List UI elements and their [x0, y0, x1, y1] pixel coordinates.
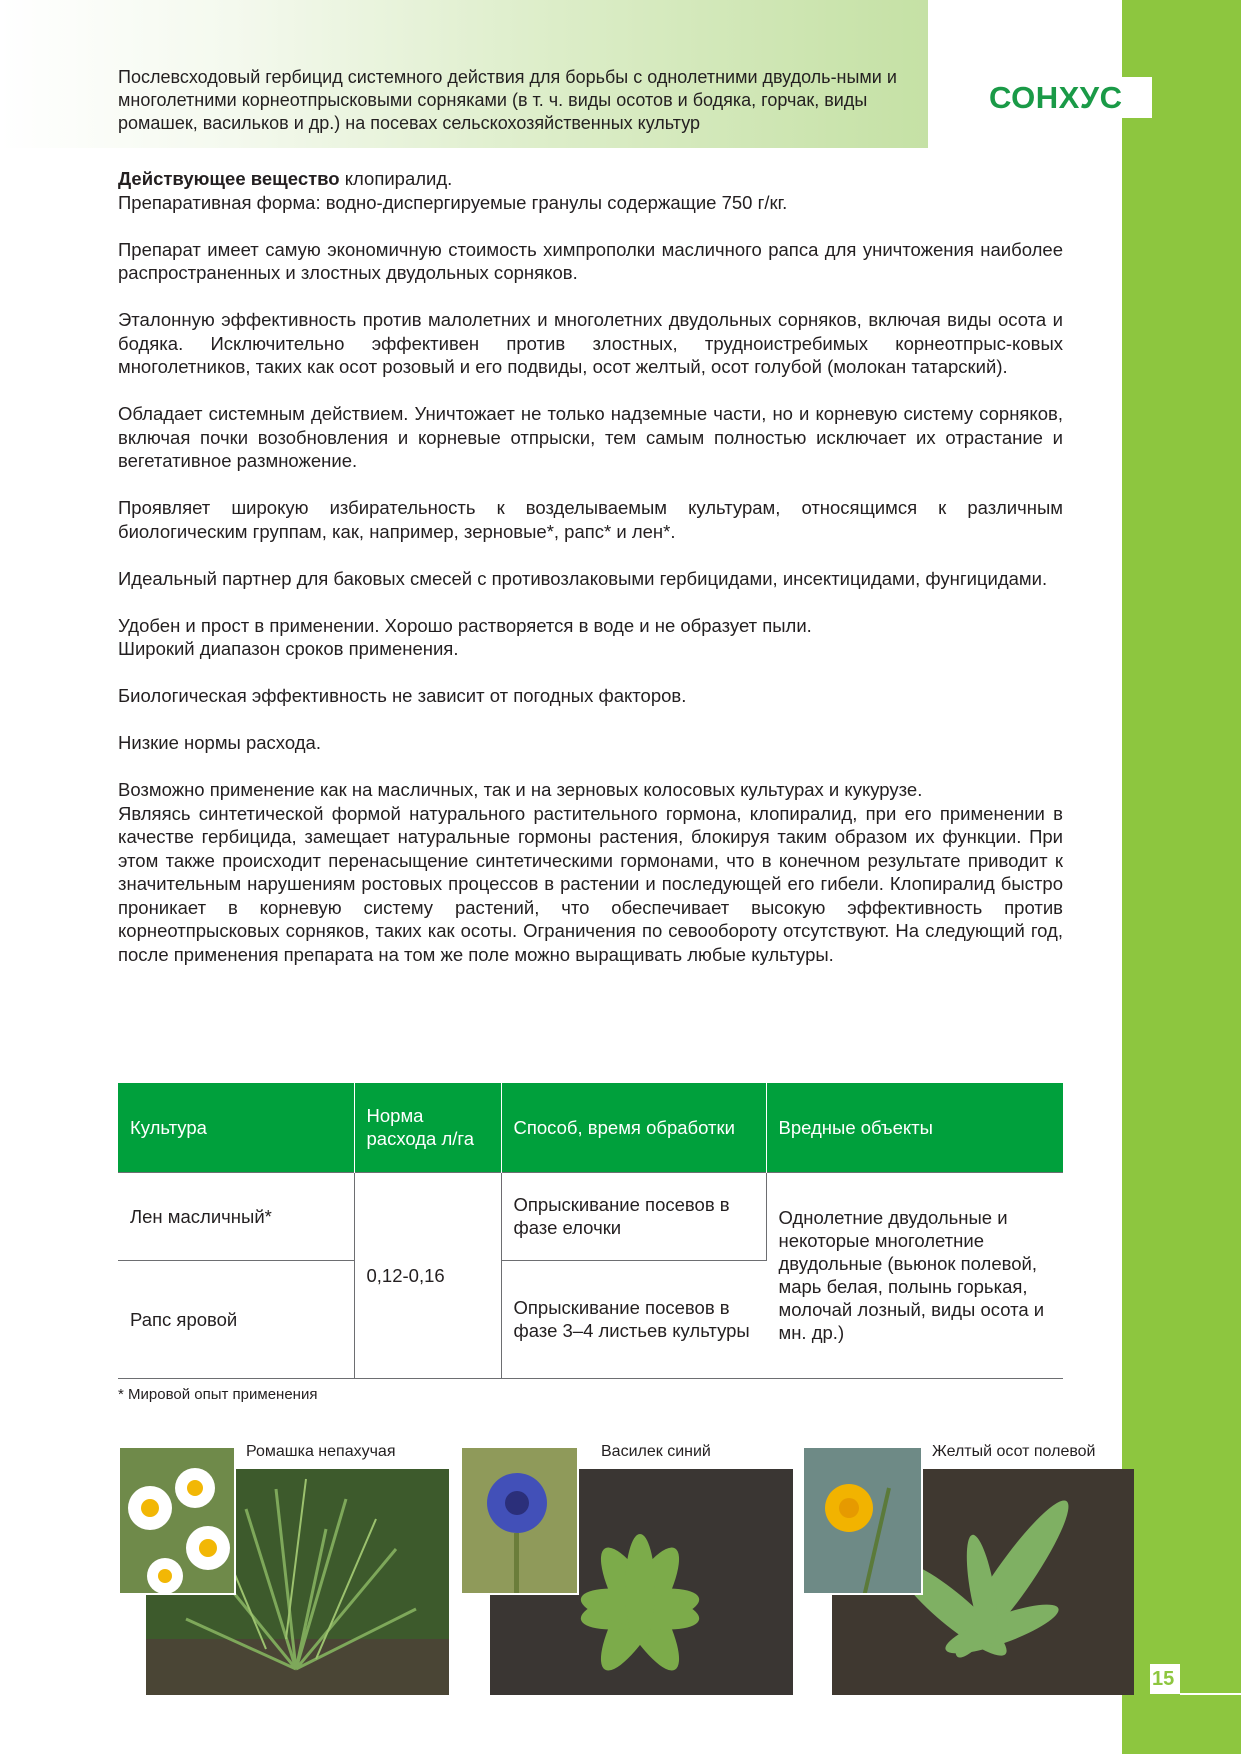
active-ingredient-label: Действующее вещество	[118, 168, 340, 189]
side-color-bar	[1122, 0, 1241, 1754]
sow-thistle-flower-photo	[802, 1446, 923, 1595]
photo-caption: Желтый осот полевой	[932, 1443, 1096, 1460]
cell-method: Опрыскивание посевов в фазе елочки	[501, 1172, 766, 1260]
cell-culture: Лен масличный*	[118, 1172, 354, 1260]
paragraph-mode-of-action: Являясь синтетической формой натурального растительного гормона, клопиралид, при его применении в качестве гербицида, замещает натуральные гормоны растения, блокируя таким образом их функции. При этом также происходит перенасыщение синтетическими гормонами, что в конечном результате приводит к значительным нарушениям ростовых процессов в растении и последующей его гибели. Клопиралид быстро проникает в корневую систему растений, что обеспечивает высокую эффективность против корнеотпрысковых сорняков, таких как осоты. Ограничения по севообороту отсутствуют. На следующий год, после применения препарата на том же поле можно выращивать любые культуры.	[118, 802, 1063, 965]
cell-method: Опрыскивание посевов в фазе 3–4 листьев культуры	[501, 1260, 766, 1378]
cell-culture: Рапс яровой	[118, 1260, 354, 1378]
photo-caption: Ромашка непахучая	[246, 1443, 396, 1460]
table-row	[118, 1172, 1063, 1260]
header-method: Способ, время обработки	[501, 1083, 766, 1172]
header-rate: Норма расхода л/га	[354, 1083, 501, 1172]
product-description: Послевсходовый гербицид системного действия для борьбы с однолетними двудоль-ными и многолетними корнеотпрысковыми сорняками (в т. ч. виды осотов и бодяка, горчак, виды ромашек, васильков и др.) на посевах сельскохозяйственных культур	[118, 67, 897, 133]
footnote: * Мировой опыт применения	[118, 1386, 318, 1403]
paragraph-application-window: Широкий диапазон сроков применения.	[118, 638, 459, 659]
paragraph-cost: Препарат имеет самую экономичную стоимость химпрополки масличного рапса для уничтожения наиболее распространенных и злостных двудольных сорняков.	[118, 238, 1063, 283]
paragraph-weather: Биологическая эффективность не зависит от погодных факторов.	[118, 685, 687, 706]
application-table	[118, 1083, 1063, 1379]
page-number: 15	[1152, 1668, 1175, 1690]
paragraph-crops: Возможно применение как на масличных, так и на зерновых колосовых культурах и кукурузе.	[118, 779, 923, 800]
product-title: СОНХУС	[989, 80, 1123, 115]
formulation-line: Препаративная форма: водно-диспергируемые гранулы содержащие 750 г/кг.	[118, 191, 788, 213]
paragraph-tank-mix: Идеальный партнер для баковых смесей с противозлаковыми гербицидами, инсектицидами, фунгицидами.	[118, 567, 1048, 589]
header-culture: Культура	[118, 1083, 354, 1172]
active-ingredient-line	[118, 167, 1063, 191]
cornflower-flower-photo	[460, 1446, 579, 1595]
paragraph-ease-of-use: Удобен и прост в применении. Хорошо растворяется в воде и не образует пыли.	[118, 614, 812, 636]
table-header-row	[118, 1083, 1063, 1172]
main-text	[118, 167, 1063, 966]
cell-rate: 0,12-0,16	[354, 1172, 501, 1378]
page-number-rule	[1180, 1693, 1241, 1695]
cell-pests: Однолетние двудольные и некоторые многолетние двудольные (вьюнок полевой, марь белая, полынь горькая, молочай лозный, виды осота и мн. др.)	[766, 1172, 1063, 1378]
paragraph-selectivity: Проявляет широкую избирательность к возделываемым культурам, относящимся к различным биологическим группам, как, например, зерновые*, рапс* и лен*.	[118, 497, 1063, 542]
paragraph-systemic: Обладает системным действием. Уничтожает не только надземные части, но и корневую систему сорняков, включая почки возобновления и корневые отпрыски, тем самым полностью исключает их отрастание и вегетативное размножение.	[118, 403, 1063, 471]
paragraph-low-rates: Низкие нормы расхода.	[118, 732, 321, 753]
photo-caption: Василек синий	[601, 1443, 711, 1460]
header-pests: Вредные объекты	[766, 1083, 1063, 1172]
chamomile-flower-photo	[118, 1446, 236, 1595]
active-ingredient-value: клопиралид.	[339, 168, 453, 189]
paragraph-efficacy: Эталонную эффективность против малолетних и многолетних двудольных сорняков, включая виды осота и бодяка. Исключительно эффективен против злостных, трудноистребимых корнеотпрыс-ковых многолетников, таких как осот розовый и его подвиды, осот желтый, осот голубой (молокан татарский).	[118, 309, 1063, 377]
